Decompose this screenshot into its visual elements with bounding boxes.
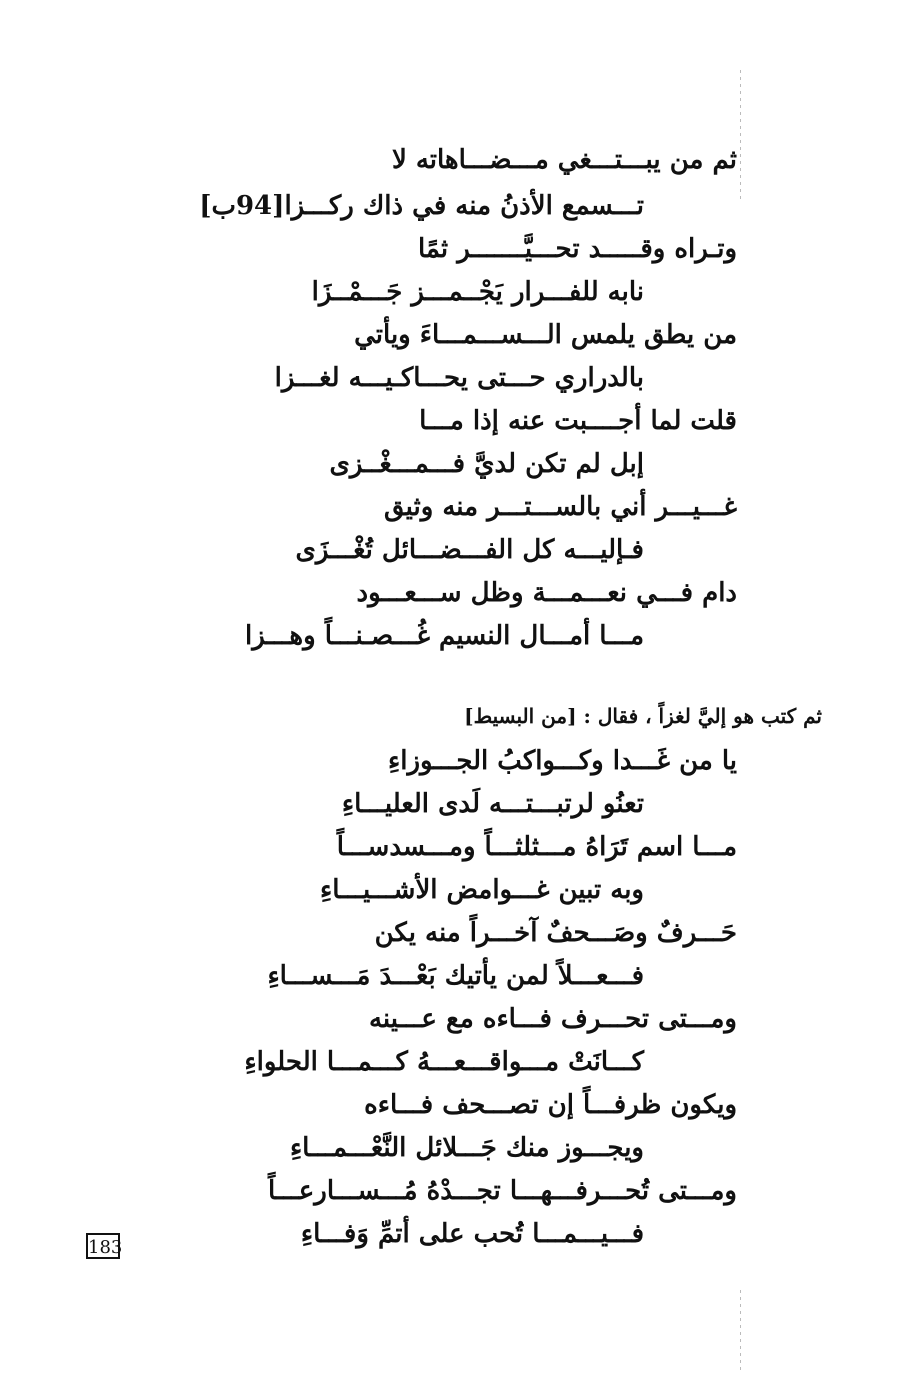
poem1-line-5: من يطق يلمس الـــســـمـــاءَ ويأتي [354, 320, 737, 350]
poem1-line-3: وتـراه وقـــــد تحـــيَّـــــــر ثمًا [417, 234, 737, 264]
section-heading: ثم كتب هو إليَّ لغزاً ، فقال : [من البسيط] [464, 704, 822, 728]
poem2-line-3: مـــا اسم تَرَاهُ مـــثلثـــاً ومـــسدســـاً [336, 832, 737, 862]
poem2-line-6: فـــعـــلاً لمن يأتيك بَعْـــدَ مَـــســـاءِ [267, 961, 644, 991]
poem1-line-11: دام فـــي نعـــمـــة وظل ســـعـــود [356, 578, 737, 608]
poem1-line-7: قلت لما أجــــبت عنه إذا مـــا [419, 406, 737, 436]
scan-artifact [740, 1290, 741, 1370]
poem1-line-10: فـإليـــه كل الفـــضـــائل تُغْـــزَى [295, 535, 644, 565]
poem2-line-11: ومـــتى تُحـــرفـــهـــا تجـــدْهُ مُـــســـارعـــاً [268, 1176, 737, 1206]
poem1-line-2: تـــسمع الأذنُ منه في ذاك ركـــزا[94ب] [199, 191, 644, 221]
poem2-line-1: يا من غَـــدا وكـــواكبُ الجـــوزاءِ [388, 746, 737, 776]
poem1-line-6: بالدراري حـــتى يحـــاكـيـــه لغـــزا [274, 363, 644, 393]
poem2-line-9: ويكون ظرفـــاً إن تصـــحف فـــاءه [364, 1090, 737, 1120]
poem2-line-10: ويجـــوز منك جَـــلائل النَّعْـــمـــاءِ [289, 1133, 644, 1163]
poem2-line-5: حَـــرفٌ وصَـــحفٌ آخـــراً منه يكن [374, 918, 737, 948]
poem2-line-8: كـــانَتْ مـــواقـــعـــهُ كـــمـــا الحلواءِ [244, 1047, 644, 1077]
poem2-line-7: ومـــتى تحـــرف فـــاءه مع عـــينه [368, 1004, 737, 1034]
poem2-line-4: وبه تبين غـــوامض الأشـــيـــاءِ [319, 875, 644, 905]
poem2-line-2: تعنُو لرتبـــتـــه لَدى العليـــاءِ [341, 789, 644, 819]
poem1-line-4: نابه للفـــرار يَجْــمـــز جَـــمْــزَا [311, 277, 644, 307]
poem1-line-1: ثم من يبـــتـــغي مـــضـــاهاته لا [391, 145, 737, 175]
poem1-line-12: مـــا أمـــال النسيم غُـــصـنـــاً وهـــزا [245, 621, 644, 651]
poem1-line-8: إبل لم تكن لديَّ فـــمـــغْــزى [329, 449, 644, 479]
scan-artifact [740, 70, 741, 200]
poem2-line-12: فـــيـــمـــا تُحب على أتمِّ وَفـــاءِ [300, 1219, 644, 1249]
page-number: 183 [86, 1233, 120, 1259]
poem1-line-9: غـــيـــر أني بالســـتـــر منه وثيق [383, 492, 737, 522]
